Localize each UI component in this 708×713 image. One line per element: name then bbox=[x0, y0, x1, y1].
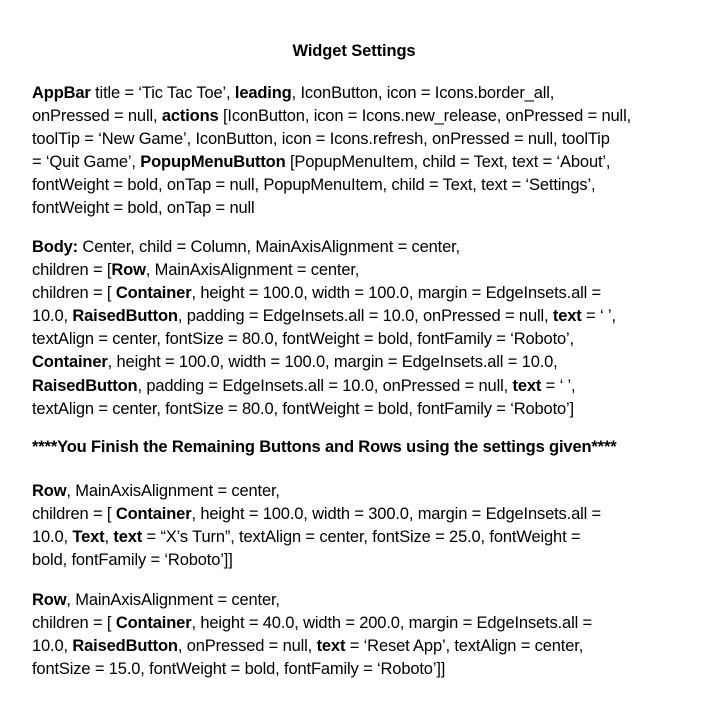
bold-keyword: text bbox=[512, 376, 542, 395]
text-run: children = [ bbox=[32, 261, 112, 280]
text-run: [IconButton, icon = Icons.new_release, onPressed = null, bbox=[218, 107, 632, 126]
text-run: , bbox=[104, 528, 114, 547]
text-run: fontWeight = bold, onTap = null bbox=[32, 199, 255, 218]
text-line bbox=[32, 151, 672, 174]
text-run: Center, child = Column, MainAxisAlignment = center, bbox=[78, 238, 460, 256]
text-line bbox=[32, 328, 672, 351]
text-line bbox=[32, 128, 672, 151]
bold-keyword: Container bbox=[115, 284, 192, 303]
bold-keyword: Row bbox=[32, 591, 67, 609]
text-run: , height = 100.0, width = 100.0, margin = EdgeInsets.all = bbox=[191, 284, 602, 303]
text-run: children = [ bbox=[32, 505, 116, 524]
text-run: , height = 100.0, width = 300.0, margin = EdgeInsets.all = bbox=[191, 505, 602, 524]
text-line bbox=[32, 480, 672, 503]
row1-settings-paragraph bbox=[32, 480, 672, 572]
text-line bbox=[32, 658, 672, 681]
text-run: , MainAxisAlignment = center, bbox=[66, 591, 280, 609]
text-line bbox=[32, 259, 672, 282]
text-run: , onPressed = null, bbox=[177, 637, 317, 656]
text-run: = “X’s Turn”, textAlign = center, fontSize = 25.0, fontWeight = bbox=[142, 528, 581, 547]
bold-keyword: AppBar bbox=[32, 84, 91, 102]
text-run: 10.0, bbox=[32, 637, 73, 656]
document-title: Widget Settings bbox=[292, 42, 416, 60]
bold-keyword: Container bbox=[115, 505, 192, 524]
text-line bbox=[32, 197, 672, 220]
text-run: textAlign = center, fontSize = 80.0, fontWeight = bold, fontFamily = ‘Roboto’] bbox=[32, 399, 574, 418]
text-run: fontSize = 15.0, fontWeight = bold, fontFamily = ‘Roboto’]] bbox=[32, 660, 446, 679]
body-settings-paragraph bbox=[32, 236, 672, 421]
text-line bbox=[32, 282, 672, 305]
bold-keyword: Body: bbox=[32, 238, 78, 256]
text-line bbox=[32, 635, 672, 658]
text-line bbox=[32, 105, 672, 128]
bold-keyword: actions bbox=[161, 107, 219, 126]
text-run: = ‘Reset App’, textAlign = center, bbox=[345, 637, 584, 656]
text-run: [PopupMenuItem, child = Text, text = ‘About’, bbox=[285, 153, 611, 172]
bold-keyword: RaisedButton bbox=[72, 637, 178, 656]
text-line bbox=[32, 503, 672, 526]
bold-keyword: Row bbox=[32, 482, 67, 500]
appbar-settings-paragraph bbox=[32, 82, 672, 221]
text-run: bold, fontFamily = ‘Roboto’]] bbox=[32, 551, 233, 570]
text-line bbox=[32, 398, 672, 421]
text-run: title = ‘Tic Tac Toe’, bbox=[90, 84, 235, 102]
text-run: textAlign = center, fontSize = 80.0, fontWeight = bold, fontFamily = ‘Roboto’, bbox=[32, 330, 574, 349]
text-run: children = [ bbox=[32, 614, 116, 633]
bold-keyword: RaisedButton bbox=[32, 376, 138, 395]
bold-keyword: text bbox=[113, 528, 143, 547]
bold-keyword: text bbox=[552, 307, 582, 326]
text-run: toolTip = ‘New Game’, IconButton, icon = Icons.refresh, onPressed = null, toolTip bbox=[32, 130, 610, 149]
text-line bbox=[32, 82, 672, 105]
bold-keyword: Container bbox=[32, 353, 108, 372]
text-run: , padding = EdgeInsets.all = 10.0, onPressed = null, bbox=[177, 307, 553, 326]
bold-keyword: Text bbox=[72, 528, 105, 547]
text-run: fontWeight = bold, onTap = null, PopupMenuItem, child = Text, text = ‘Settings’, bbox=[32, 176, 596, 195]
bold-keyword: RaisedButton bbox=[72, 307, 178, 326]
text-run: = ‘ ’, bbox=[581, 307, 616, 326]
text-run: onPressed = null, bbox=[32, 107, 162, 126]
row2-settings-paragraph bbox=[32, 589, 672, 681]
text-run: , MainAxisAlignment = center, bbox=[66, 482, 280, 500]
text-run: = ‘ ’, bbox=[541, 376, 576, 395]
instruction-line: ****You Finish the Remaining Buttons and Rows using the settings given**** bbox=[32, 438, 617, 456]
text-line bbox=[32, 375, 672, 398]
text-run: , padding = EdgeInsets.all = 10.0, onPressed = null, bbox=[137, 376, 513, 395]
text-run: , height = 100.0, width = 100.0, margin = EdgeInsets.all = 10.0, bbox=[107, 353, 558, 372]
text-line bbox=[32, 589, 672, 612]
text-line bbox=[32, 549, 672, 572]
text-line bbox=[32, 526, 672, 549]
text-run: , height = 40.0, width = 200.0, margin = EdgeInsets.all = bbox=[191, 614, 593, 633]
bold-keyword: Container bbox=[115, 614, 192, 633]
text-line bbox=[32, 174, 672, 197]
bold-keyword: Row bbox=[111, 261, 146, 280]
text-line bbox=[32, 612, 672, 635]
text-run: , IconButton, icon = Icons.border_all, bbox=[291, 84, 555, 102]
text-run: 10.0, bbox=[32, 528, 73, 547]
bold-keyword: leading bbox=[234, 84, 292, 102]
text-line bbox=[32, 305, 672, 328]
text-run: 10.0, bbox=[32, 307, 73, 326]
text-run: = ‘Quit Game’, bbox=[32, 153, 141, 172]
text-run: , MainAxisAlignment = center, bbox=[145, 261, 360, 280]
text-line bbox=[32, 351, 672, 374]
text-line bbox=[32, 236, 672, 259]
text-run: children = [ bbox=[32, 284, 116, 303]
bold-keyword: PopupMenuButton bbox=[140, 153, 286, 172]
bold-keyword: text bbox=[316, 637, 346, 656]
